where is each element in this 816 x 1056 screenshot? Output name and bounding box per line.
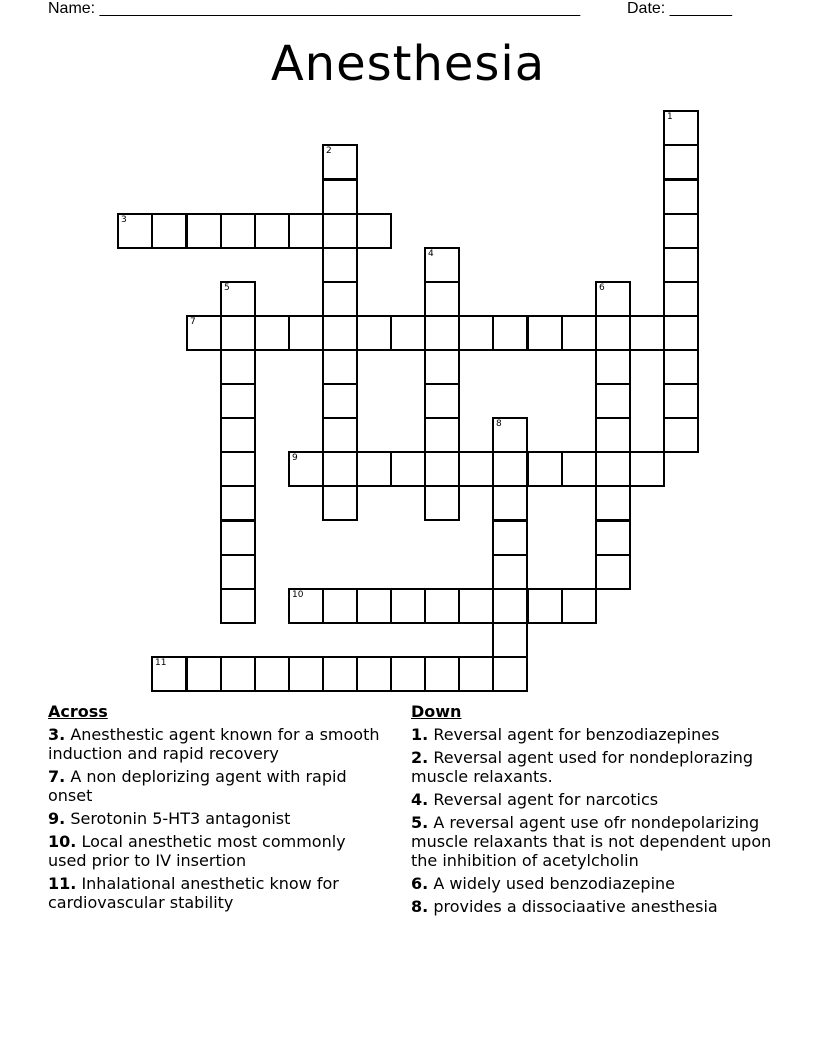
crossword-cell[interactable] xyxy=(186,213,222,249)
cell-number: 10 xyxy=(292,590,304,600)
crossword-cell[interactable] xyxy=(254,656,290,692)
crossword-cell[interactable] xyxy=(595,485,631,521)
across-clues xyxy=(48,702,388,916)
clue-number: 3. xyxy=(48,725,66,744)
crossword-cell[interactable] xyxy=(424,656,460,692)
crossword-cell[interactable] xyxy=(527,451,563,487)
name-field-label: Name: ______________________________________________________ xyxy=(48,0,581,17)
date-field-label: Date: _______ xyxy=(627,0,732,17)
crossword-cell[interactable] xyxy=(288,656,324,692)
crossword-cell[interactable] xyxy=(322,656,358,692)
crossword-cell[interactable] xyxy=(288,213,324,249)
crossword-cell[interactable] xyxy=(595,315,631,351)
crossword-cell[interactable] xyxy=(322,315,358,351)
cell-number: 3 xyxy=(121,215,127,225)
crossword-cell[interactable] xyxy=(151,656,187,692)
crossword-cell[interactable] xyxy=(390,451,426,487)
crossword-cell[interactable] xyxy=(288,315,324,351)
crossword-cell[interactable] xyxy=(424,451,460,487)
crossword-cell[interactable] xyxy=(492,417,528,453)
crossword-cell[interactable] xyxy=(595,451,631,487)
clue-across-3 xyxy=(48,725,388,763)
crossword-cell[interactable] xyxy=(629,451,665,487)
crossword-cell[interactable] xyxy=(663,179,699,215)
crossword-cell[interactable] xyxy=(561,451,597,487)
cell-number: 2 xyxy=(326,146,332,156)
clue-text: Anesthestic agent known for a smooth induction and rapid recovery xyxy=(48,725,380,763)
crossword-cell[interactable] xyxy=(322,588,358,624)
clue-number: 7. xyxy=(48,767,66,786)
crossword-cell[interactable] xyxy=(220,315,256,351)
crossword-cell[interactable] xyxy=(424,247,460,283)
clue-across-10 xyxy=(48,832,388,870)
crossword-cell[interactable] xyxy=(663,213,699,249)
crossword-cell[interactable] xyxy=(220,213,256,249)
crossword-cell[interactable] xyxy=(220,417,256,453)
crossword-cell[interactable] xyxy=(492,622,528,658)
crossword-cell[interactable] xyxy=(322,383,358,419)
crossword-cell[interactable] xyxy=(322,417,358,453)
clue-number: 6. xyxy=(411,874,429,893)
clue-down-5 xyxy=(411,813,781,870)
clue-number: 4. xyxy=(411,790,429,809)
crossword-cell[interactable] xyxy=(492,554,528,590)
clue-across-7 xyxy=(48,767,388,805)
crossword-cell[interactable] xyxy=(322,485,358,521)
crossword-cell[interactable] xyxy=(356,451,392,487)
crossword-cell[interactable] xyxy=(492,485,528,521)
clue-text: Reversal agent for benzodiazepines xyxy=(433,725,720,744)
crossword-cell[interactable] xyxy=(220,656,256,692)
clue-text: A reversal agent use ofr nondepolarizing muscle relaxants that is not dependent upon the inhibition of acetylcholin xyxy=(411,813,772,870)
crossword-cell[interactable] xyxy=(390,588,426,624)
crossword-cell[interactable] xyxy=(424,417,460,453)
crossword-cell[interactable] xyxy=(458,315,494,351)
down-heading: Down xyxy=(411,702,462,721)
clue-text: Local anesthetic most commonly used prior to IV insertion xyxy=(48,832,346,870)
crossword-cell[interactable] xyxy=(595,417,631,453)
crossword-cell[interactable] xyxy=(424,485,460,521)
crossword-cell[interactable] xyxy=(663,315,699,351)
crossword-cell[interactable] xyxy=(663,281,699,317)
crossword-cell[interactable] xyxy=(492,588,528,624)
cell-number: 1 xyxy=(667,112,673,122)
crossword-cell[interactable] xyxy=(458,656,494,692)
crossword-cell[interactable] xyxy=(220,554,256,590)
crossword-cell[interactable] xyxy=(254,315,290,351)
clue-down-2 xyxy=(411,748,781,786)
crossword-cell[interactable] xyxy=(322,281,358,317)
cell-number: 11 xyxy=(155,658,167,668)
crossword-cell[interactable] xyxy=(186,656,222,692)
cell-number: 9 xyxy=(292,453,298,463)
clue-down-1 xyxy=(411,725,781,744)
crossword-cell[interactable] xyxy=(254,213,290,249)
crossword-cell[interactable] xyxy=(356,315,392,351)
crossword-cell[interactable] xyxy=(220,281,256,317)
crossword-cell[interactable] xyxy=(322,349,358,385)
crossword-cell[interactable] xyxy=(492,315,528,351)
clue-number: 10. xyxy=(48,832,77,851)
crossword-cell[interactable] xyxy=(663,110,699,146)
clue-text: Serotonin 5-HT3 antagonist xyxy=(70,809,291,828)
cell-number: 8 xyxy=(496,419,502,429)
crossword-cell[interactable] xyxy=(288,451,324,487)
crossword-cell[interactable] xyxy=(288,588,324,624)
crossword-cell[interactable] xyxy=(186,315,222,351)
crossword-cell[interactable] xyxy=(424,588,460,624)
crossword-cell[interactable] xyxy=(595,554,631,590)
crossword-cell[interactable] xyxy=(492,520,528,556)
crossword-cell[interactable] xyxy=(220,451,256,487)
crossword-cell[interactable] xyxy=(220,349,256,385)
clue-number: 2. xyxy=(411,748,429,767)
crossword-cell[interactable] xyxy=(492,656,528,692)
clue-down-8 xyxy=(411,897,781,916)
crossword-cell[interactable] xyxy=(663,247,699,283)
crossword-cell[interactable] xyxy=(424,383,460,419)
crossword-cell[interactable] xyxy=(492,451,528,487)
clue-number: 5. xyxy=(411,813,429,832)
clue-number: 8. xyxy=(411,897,429,916)
crossword-cell[interactable] xyxy=(595,349,631,385)
crossword-cell[interactable] xyxy=(220,485,256,521)
crossword-cell[interactable] xyxy=(390,656,426,692)
down-clues xyxy=(411,702,781,920)
crossword-cell[interactable] xyxy=(595,520,631,556)
crossword-cell[interactable] xyxy=(151,213,187,249)
clue-text: provides a dissociaative anesthesia xyxy=(433,897,718,916)
crossword-cell[interactable] xyxy=(322,247,358,283)
crossword-cell[interactable] xyxy=(356,656,392,692)
clue-text: A non deplorizing agent with rapid onset xyxy=(48,767,347,805)
clue-text: Inhalational anesthetic know for cardiovascular stability xyxy=(48,874,339,912)
crossword-cell[interactable] xyxy=(424,315,460,351)
clue-text: Reversal agent used for nondeplorazing muscle relaxants. xyxy=(411,748,754,786)
clue-text: A widely used benzodiazepine xyxy=(433,874,675,893)
crossword-cell[interactable] xyxy=(458,588,494,624)
crossword-cell[interactable] xyxy=(356,213,392,249)
crossword-cell[interactable] xyxy=(629,315,665,351)
crossword-cell[interactable] xyxy=(117,213,153,249)
cell-number: 6 xyxy=(599,283,605,293)
across-heading: Across xyxy=(48,702,108,721)
page-title: Anesthesia xyxy=(270,36,546,92)
crossword-cell[interactable] xyxy=(663,349,699,385)
crossword-cell[interactable] xyxy=(561,315,597,351)
crossword-cell[interactable] xyxy=(424,349,460,385)
crossword-cell[interactable] xyxy=(390,315,426,351)
clue-down-6 xyxy=(411,874,781,893)
crossword-cell[interactable] xyxy=(322,451,358,487)
clue-down-4 xyxy=(411,790,781,809)
cell-number: 7 xyxy=(190,317,196,327)
clue-across-11 xyxy=(48,874,388,912)
crossword-cell[interactable] xyxy=(220,520,256,556)
clue-number: 11. xyxy=(48,874,77,893)
clue-across-9 xyxy=(48,809,388,828)
crossword-cell[interactable] xyxy=(663,417,699,453)
crossword-cell[interactable] xyxy=(322,213,358,249)
crossword-cell[interactable] xyxy=(424,281,460,317)
crossword-cell[interactable] xyxy=(356,588,392,624)
crossword-cell[interactable] xyxy=(220,383,256,419)
cell-number: 5 xyxy=(224,283,230,293)
crossword-cell[interactable] xyxy=(595,281,631,317)
crossword-cell[interactable] xyxy=(527,588,563,624)
crossword-cell[interactable] xyxy=(322,179,358,215)
crossword-cell[interactable] xyxy=(595,383,631,419)
crossword-cell[interactable] xyxy=(458,451,494,487)
crossword-cell[interactable] xyxy=(663,144,699,180)
crossword-cell[interactable] xyxy=(220,588,256,624)
crossword-cell[interactable] xyxy=(322,144,358,180)
clue-number: 1. xyxy=(411,725,429,744)
clue-number: 9. xyxy=(48,809,66,828)
crossword-cell[interactable] xyxy=(527,315,563,351)
cell-number: 4 xyxy=(428,249,434,259)
crossword-cell[interactable] xyxy=(561,588,597,624)
clue-text: Reversal agent for narcotics xyxy=(433,790,659,809)
crossword-cell[interactable] xyxy=(663,383,699,419)
